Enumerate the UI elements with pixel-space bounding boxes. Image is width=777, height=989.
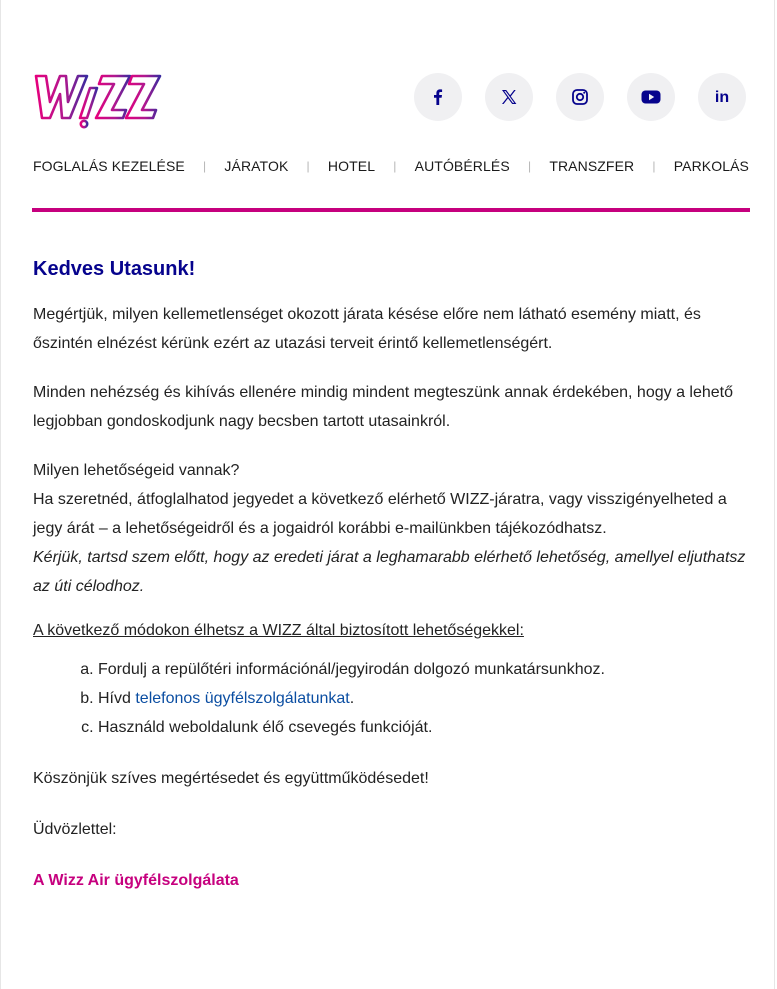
paragraph-care: Minden nehézség és kihívás ellenére mindig mindent megteszünk annak érdekében, hogy a lehető legjobban gondoskodjunk nagy becsben tartott utasainkról. [33,384,733,430]
nav-jaratok[interactable]: JÁRATOK [224,158,289,174]
nav-separator: | [203,159,207,173]
options-text: Ha szeretnéd, átfoglalhatod jegyedet a következő elérhető WIZZ-járatra, vagy visszigényelheted a jegy árát – a lehetőségeidről és a jogaidról korábbi e-mailünkben tájékozódhatsz. [33,491,727,537]
nav-separator: | [652,159,656,173]
method-b-suffix: . [349,690,355,707]
options-note [33,543,749,601]
options-note-italic: Kérjük, tartsd szem előtt, hogy az eredeti járat a leghamarabb elérhető lehetőség, amellyel eljuthatsz az úti célodhoz. [33,549,746,595]
nav-separator: | [393,159,397,173]
youtube-icon [640,87,662,107]
linkedin-button[interactable] [698,73,746,121]
header-divider [32,208,750,212]
nav-separator: | [306,159,310,173]
instagram-icon [570,87,590,107]
x-icon [499,87,519,107]
method-item-c: c. Használd weboldalunk élő csevegés funkcióját. [98,713,749,742]
method-item-b [98,684,749,713]
nav-hotel[interactable]: HOTEL [327,158,376,174]
nav-separator: | [527,159,532,173]
options-question: Milyen lehetőségeid vannak? [33,462,240,479]
wizz-logo-icon [32,66,164,130]
signature: A Wizz Air ügyfélszolgálata [33,872,239,889]
youtube-button[interactable] [627,73,675,121]
nav-transzfer[interactable]: TRANSZFER [549,158,635,174]
svg-text:in: in [714,89,730,106]
regards-text: Üdvözlettel: [33,821,117,838]
nav-parkolas[interactable]: PARKOLÁS [673,158,749,174]
top-navigation [33,158,749,174]
facebook-button[interactable] [414,73,462,121]
method-item-a: a. Fordulj a repülőtéri információnál/jegyirodán dolgozó munkatársunkhoz. [98,655,749,684]
facebook-icon [428,87,448,107]
linkedin-icon [712,87,732,107]
nav-autoberles[interactable]: AUTÓBÉRLÉS [414,158,510,174]
wizz-logo[interactable] [32,66,164,130]
phone-support-link[interactable]: telefonos ügyfélszolgálatunkat [135,690,350,707]
methods-heading: A következő módokon élhetsz a WIZZ által biztosított lehetőségekkel: [33,622,524,639]
social-links [414,73,746,121]
thanks-text: Köszönjük szíves megértésedet és együttműködésedet! [33,770,429,787]
paragraph-apology: Megértjük, milyen kellemetlenséget okozott járata késése előre nem látható esemény miatt, és őszintén elnézést kérünk ezért az utazási terveit érintő kellemetlenségért. [33,306,701,352]
x-button[interactable] [485,73,533,121]
method-b-prefix: Hívd [98,690,136,707]
instagram-button[interactable] [556,73,604,121]
nav-foglalas-kezelese[interactable]: FOGLALÁS KEZELÉSE [33,158,185,174]
methods-list [33,655,749,742]
greeting-heading: Kedves Utasunk! [33,258,196,280]
email-content [33,252,749,895]
